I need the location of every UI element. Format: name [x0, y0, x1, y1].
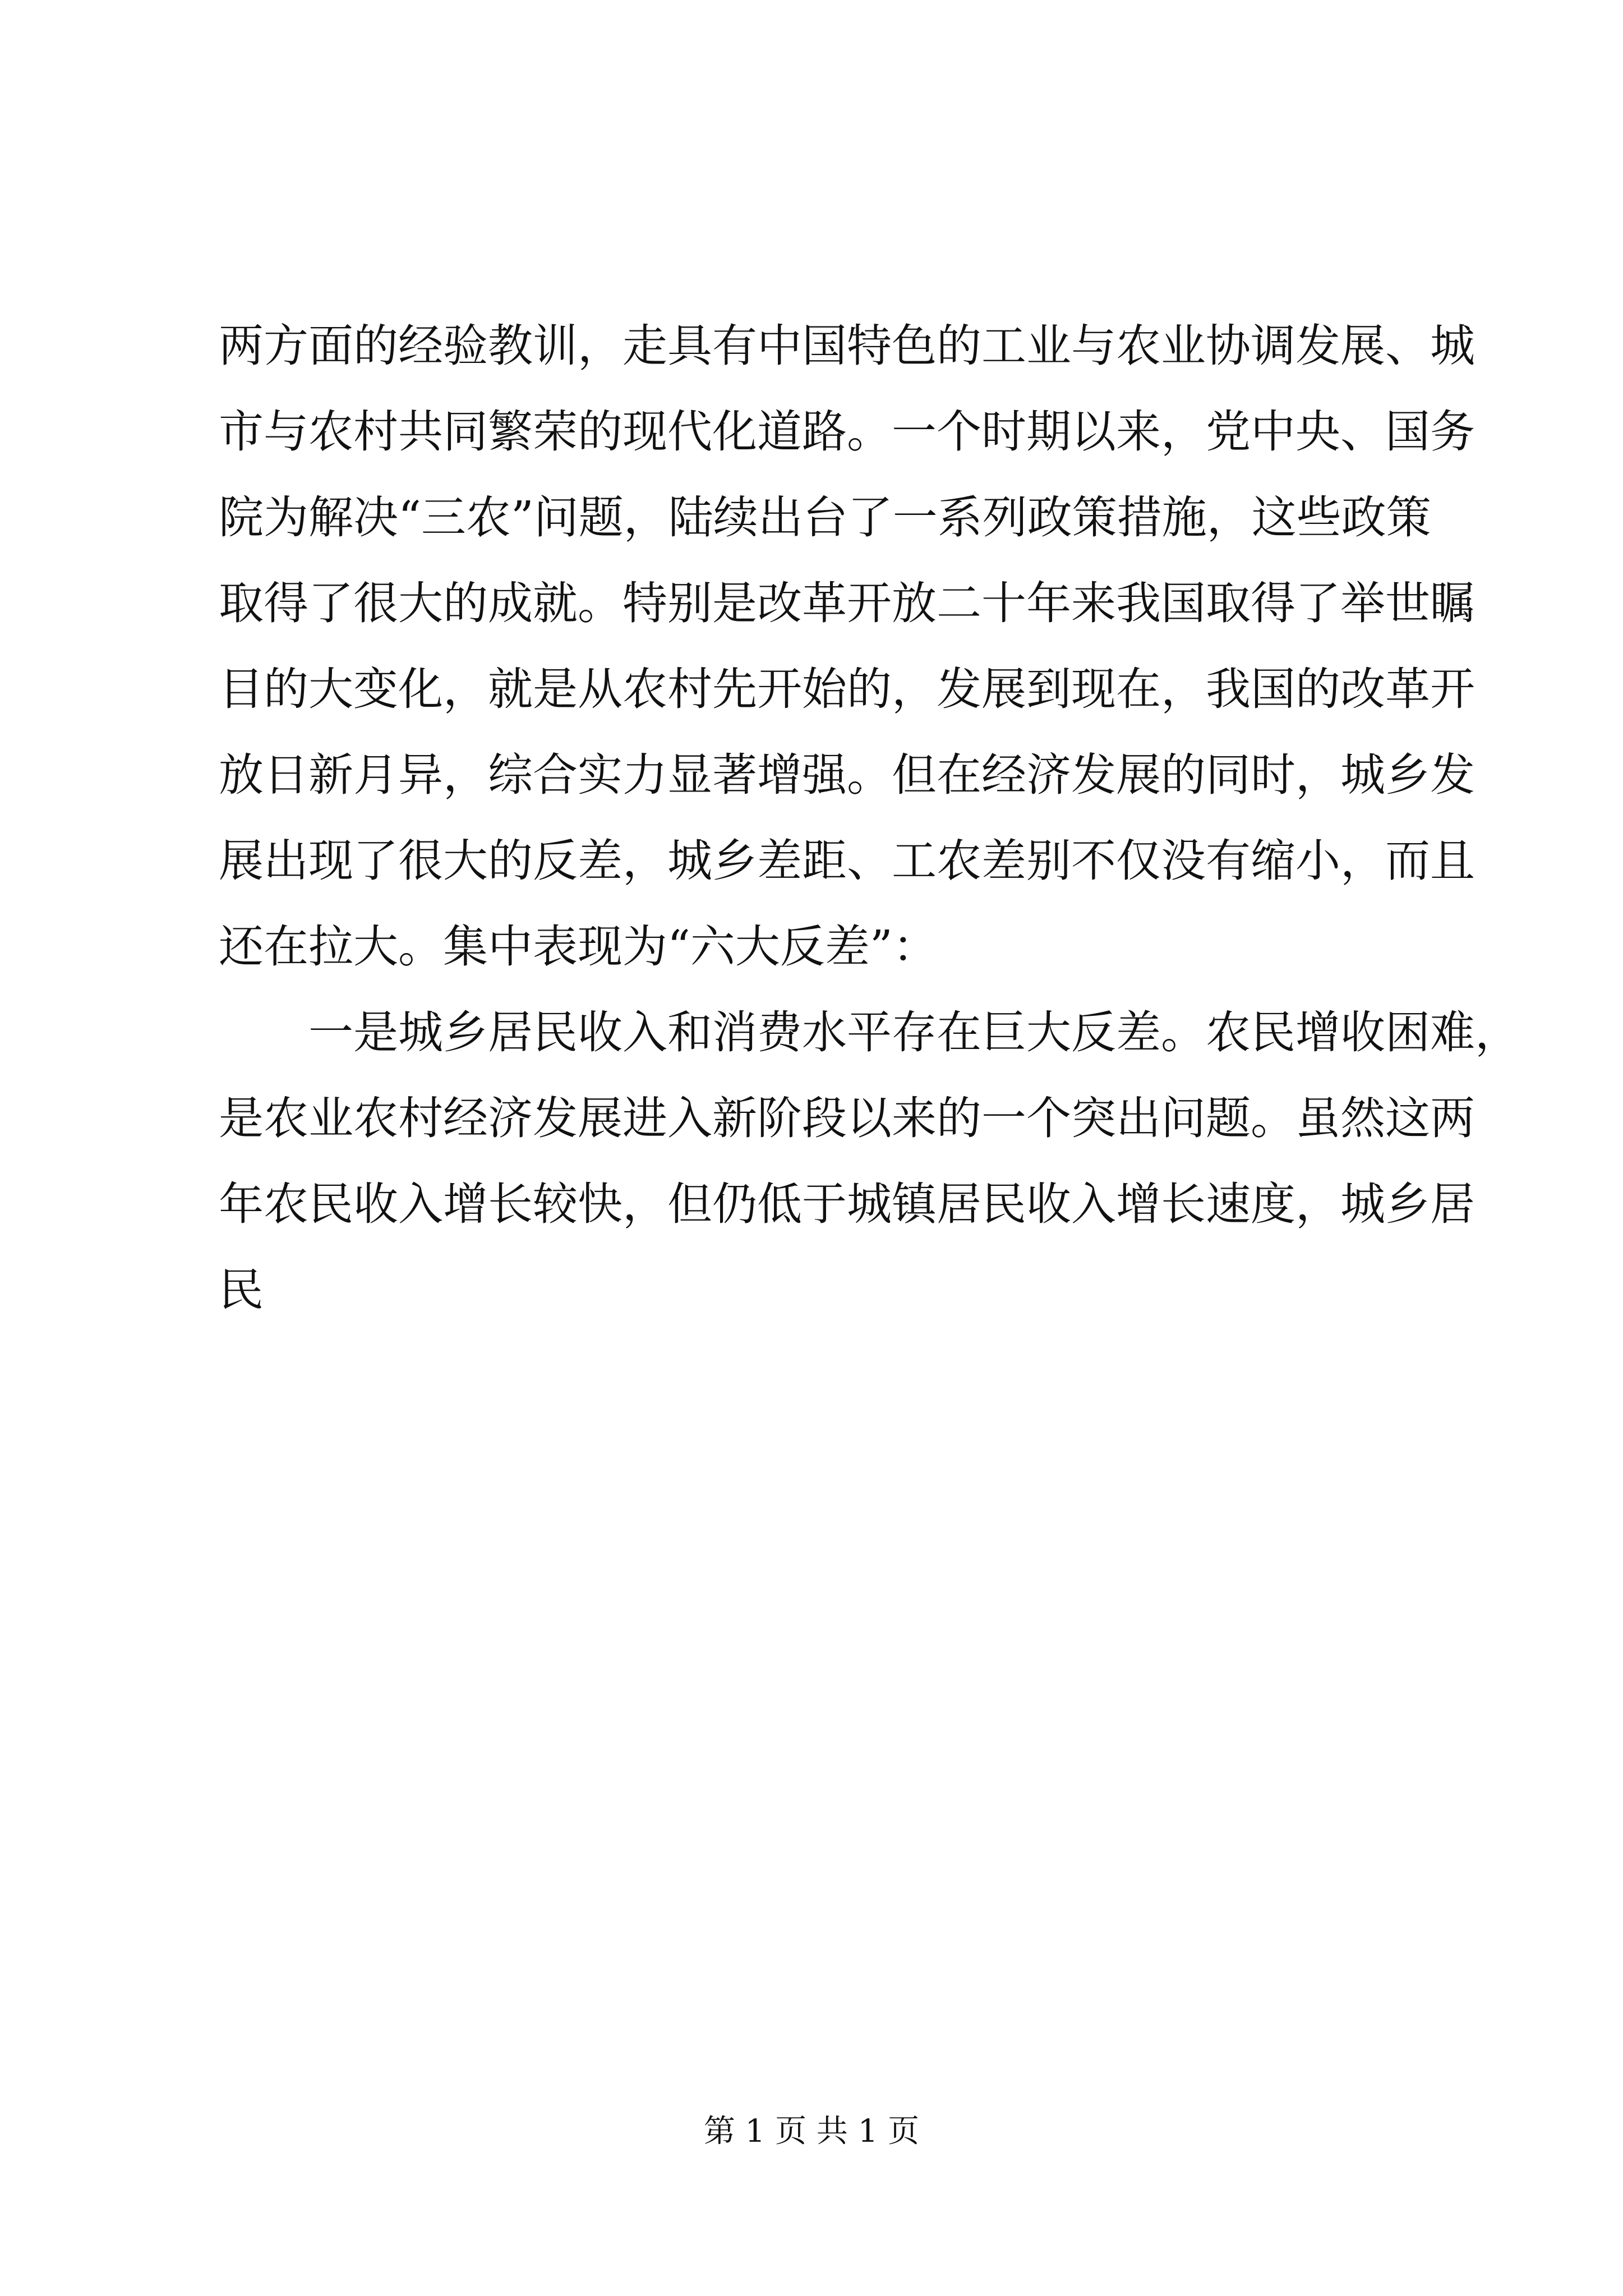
paragraph-1-line-6: 放日新月异，综合实力显著增强。但在经济发展的同时，城乡发 [219, 749, 1475, 801]
paragraph-1-line-1: 两方面的经验教训，走具有中国特色的工业与农业协调发展、城 [219, 320, 1475, 372]
paragraph-2-line-1: 一是城乡居民收入和消费水平存在巨大反差。农民增收困难， [308, 1006, 1520, 1059]
paragraph-1-line-5: 目的大变化，就是从农村先开始的，发展到现在，我国的改革开 [219, 663, 1475, 715]
paragraph-2-line-4: 民 [219, 1264, 264, 1316]
paragraph-2-line-3: 年农民收入增长较快，但仍低于城镇居民收入增长速度，城乡居 [219, 1178, 1475, 1230]
paragraph-1-line-2: 市与农村共同繁荣的现代化道路。一个时期以来，党中央、国务 [219, 406, 1475, 458]
paragraph-1-line-8: 还在拉大。集中表现为“六大反差”： [219, 921, 938, 973]
document-body [219, 303, 1520, 1333]
paragraph-2-line-2: 是农业农村经济发展进入新阶段以来的一个突出问题。虽然这两 [219, 1092, 1475, 1144]
paragraph-1-line-3: 院为解决“三农”问题，陆续出台了一系列政策措施，这些政策 [219, 491, 1431, 544]
paragraph-1-line-7: 展出现了很大的反差，城乡差距、工农差别不仅没有缩小，而且 [219, 835, 1475, 887]
paragraph-1-line-4: 取得了很大的成就。特别是改革开放二十年来我国取得了举世瞩 [219, 577, 1475, 629]
page-number-footer: 第 1 页 共 1 页 [703, 2113, 920, 2150]
